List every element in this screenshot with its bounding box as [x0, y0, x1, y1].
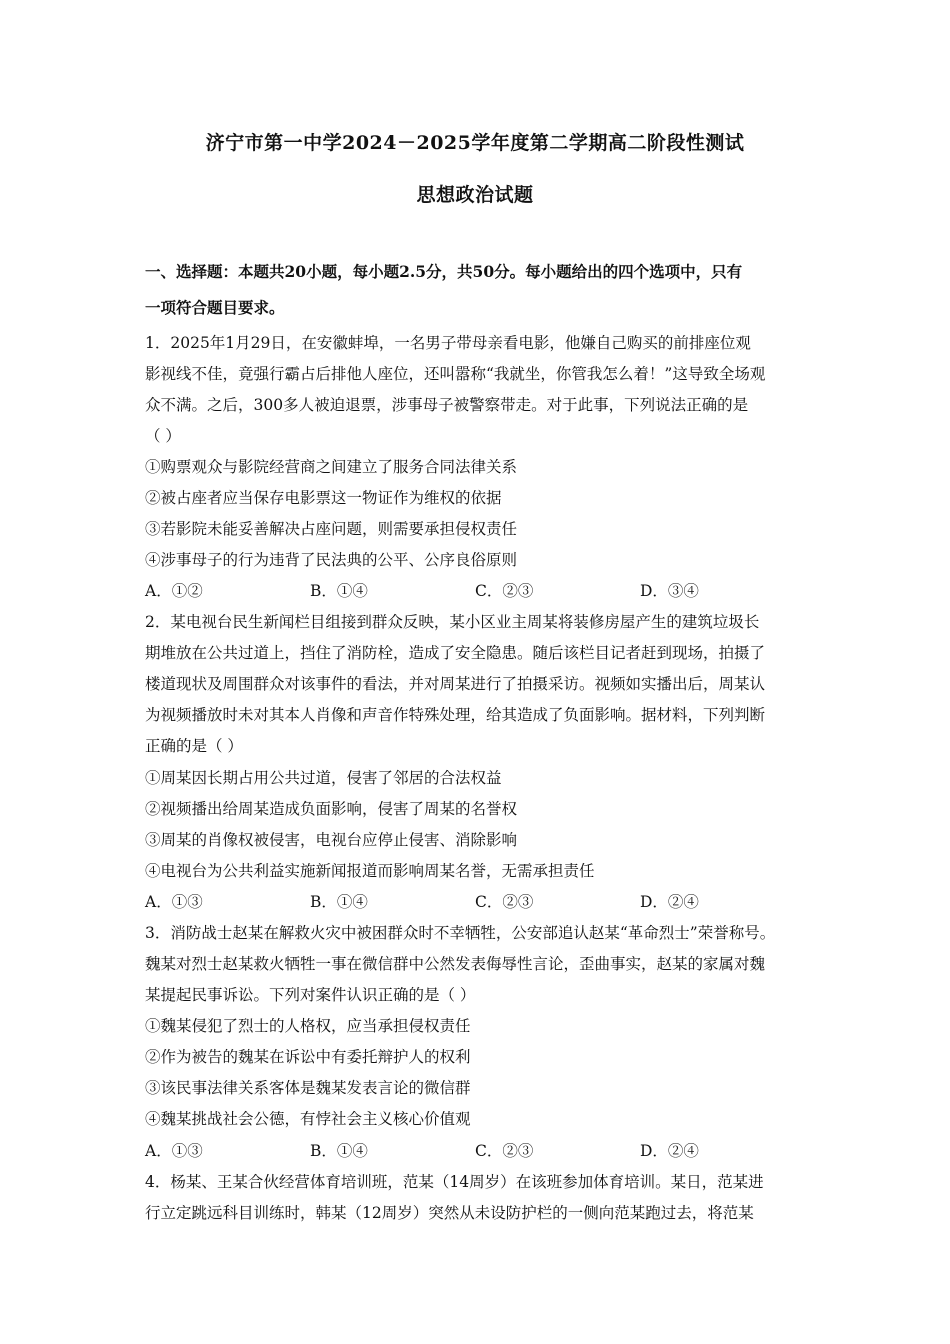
q1-item: ①购票观众与影院经营商之间建立了服务合同法律关系: [145, 458, 518, 476]
q1-option-c[interactable]: C．②③: [475, 582, 534, 600]
q3-item: ②作为被告的魏某在诉讼中有委托辩护人的权利: [145, 1048, 471, 1066]
q2-item: ②视频播出给周某造成负面影响，侵害了周某的名誉权: [145, 800, 518, 818]
section-heading-cont: 一项符合题目要求。: [145, 298, 285, 317]
q4-stem: 行立定跳远科目训练时，韩某（12周岁）突然从未设防护栏的一侧向范某跑过去，将范某: [145, 1204, 754, 1222]
q2-option-c[interactable]: C．②③: [475, 893, 534, 911]
q2-option-d[interactable]: D．②④: [640, 893, 699, 911]
q3-stem: 某提起民事诉讼。下列对案件认识正确的是（ ）: [145, 986, 476, 1004]
q2-stem: 期堆放在公共过道上，挡住了消防栓，造成了安全隐患。随后该栏目记者赶到现场，拍摄了: [145, 644, 766, 662]
q3-option-d[interactable]: D．②④: [640, 1142, 699, 1160]
q3-option-c[interactable]: C．②③: [475, 1142, 534, 1160]
q1-answer-blank: （ ）: [145, 427, 181, 445]
q2-stem: 2．某电视台民生新闻栏目组接到群众反映，某小区业主周某将装修房屋产生的建筑垃圾长: [145, 613, 760, 631]
q2-option-a[interactable]: A．①③: [145, 893, 203, 911]
q1-item: ③若影院未能妥善解决占座问题，则需要承担侵权责任: [145, 520, 518, 538]
q1-option-a[interactable]: A．①②: [145, 582, 203, 600]
q1-item: ②被占座者应当保存电影票这一物证作为维权的依据: [145, 489, 502, 507]
q1-option-d[interactable]: D．③④: [640, 582, 699, 600]
q3-option-a[interactable]: A．①③: [145, 1142, 203, 1160]
q2-option-b[interactable]: B．①④: [310, 893, 368, 911]
q1-stem: 众不满。之后，300多人被迫退票，涉事母子被警察带走。对于此事，下列说法正确的是: [145, 396, 749, 414]
q1-stem: 1．2025年1月29日，在安徽蚌埠，一名男子带母亲看电影，他嫌自己购买的前排座位观: [145, 334, 751, 352]
q2-stem: 正确的是（ ）: [145, 737, 243, 755]
section-heading: 一、选择题：本题共20小题，每小题2.5分，共50分。每小题给出的四个选项中，只有: [145, 262, 743, 281]
q1-stem: 影视线不佳，竟强行霸占后排他人座位，还叫嚣称“我就坐，你管我怎么着！”这导致全场观: [145, 365, 766, 383]
q2-item: ④电视台为公共利益实施新闻报道而影响周某名誉，无需承担责任: [145, 862, 595, 880]
q3-stem: 3．消防战士赵某在解救火灾中被困群众时不幸牺牲，公安部追认赵某“革命烈士”荣誉称号。: [145, 924, 776, 942]
q1-item: ④涉事母子的行为违背了民法典的公平、公序良俗原则: [145, 551, 518, 569]
exam-title: 济宁市第一中学2024－2025学年度第二学期高二阶段性测试: [205, 132, 745, 154]
exam-subject-title: 思想政治试题: [416, 184, 534, 206]
q3-item: ④魏某挑战社会公德，有悖社会主义核心价值观: [145, 1110, 471, 1128]
q2-stem: 楼道现状及周围群众对该事件的看法，并对周某进行了拍摄采访。视频如实播出后，周某认: [145, 675, 766, 693]
q2-item: ③周某的肖像权被侵害，电视台应停止侵害、消除影响: [145, 831, 518, 849]
q3-stem: 魏某对烈士赵某救火牺牲一事在微信群中公然发表侮辱性言论，歪曲事实，赵某的家属对魏: [145, 955, 766, 973]
q1-option-b[interactable]: B．①④: [310, 582, 368, 600]
q2-item: ①周某因长期占用公共过道，侵害了邻居的合法权益: [145, 769, 502, 787]
q3-option-b[interactable]: B．①④: [310, 1142, 368, 1160]
q3-item: ①魏某侵犯了烈士的人格权，应当承担侵权责任: [145, 1017, 471, 1035]
q3-item: ③该民事法律关系客体是魏某发表言论的微信群: [145, 1079, 471, 1097]
q2-stem: 为视频播放时未对其本人肖像和声音作特殊处理，给其造成了负面影响。据材料，下列判断: [145, 706, 766, 724]
q4-stem: 4．杨某、王某合伙经营体育培训班，范某（14周岁）在该班参加体育培训。某日，范某进: [145, 1173, 764, 1191]
